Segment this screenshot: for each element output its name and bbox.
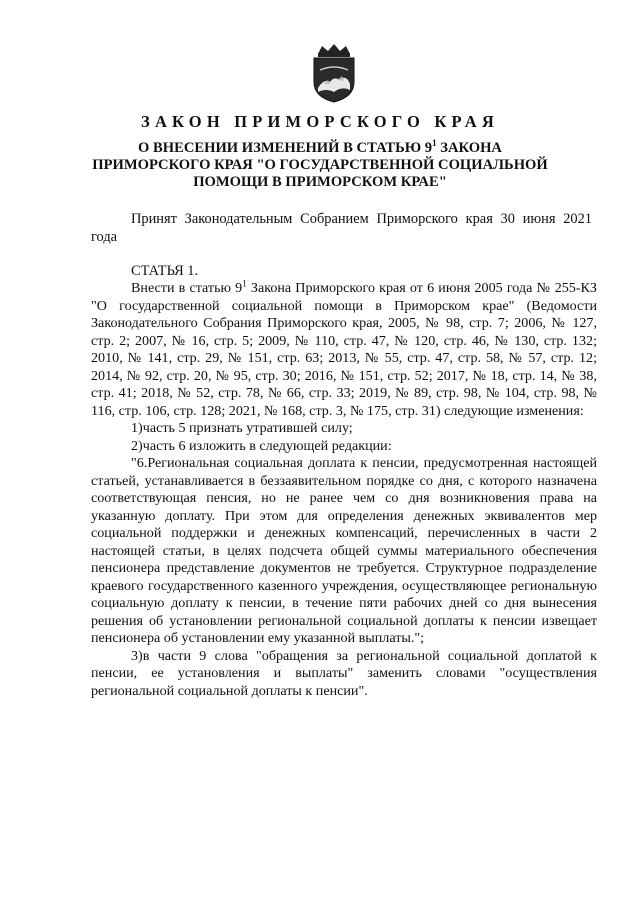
article-body [91,280,597,700]
primorsky-krai-coat-of-arms-icon [304,42,364,104]
subtitle-line-2: ПРИМОРСКОГО КРАЯ "О ГОСУДАРСТВЕННОЙ СОЦИАЛЬНОЙ [92,157,548,173]
amendment-item-2: 2)часть 6 изложить в следующей редакции: [131,437,392,454]
adoption-statement: Принят Законодательным Собранием Приморского края 30 июня 2021 года [91,211,592,245]
law-title: ЗАКОН ПРИМОРСКОГО КРАЯ [141,112,499,131]
amendment-item-1: 1)часть 5 признать утратившей силу; [131,420,353,436]
article-intro: Внести в статью $9^1$ Закона Приморского края от 6 июня 2005 года № 255-КЗ "О государственной социальной помощи в Приморском крае" (Ведомости Законодательного Собрания Приморского края, 2005, № 98, стр. 7; 2006, № 127, стр. 2; 2007, № 16, стр. 5; 2009, № 110, стр. 47, № 120, стр. 46, № 130, стр. 132; 2010, № 141, стр. 29, № 151, стр. 63; 2013, № 55, стр. 47, стр. 58, № 57, стр. 12; 2014, № 92, стр. 20, № 95, стр. 30; 2016, № 151, стр. 52; 2017, № 18, стр. 14, № 38, стр. 41; 2018, № 52, стр. 78, № 66, стр. 33; 2019, № 89, стр. 98, № 104, стр. 98, № 116, стр. 106, стр. 128; 2021, № 168, стр. 3, № 175, стр. 31) следующие изменения: [91,278,597,419]
law-subtitle [60,140,580,191]
subtitle-line-3: ПОМОЩИ В ПРИМОРСКОМ КРАЕ" [193,174,447,190]
amendment-quote: "6.Региональная социальная доплата к пенсии, предусмотренная настоящей статьей, устанавливается в беззаявительном порядке со дня, с которого назначена соответствующая пенсия, но не ранее чем со дня возникновения права на указанную доплату. При этом для определения денежных эквивалентов мер социальной поддержки и денежных компенсаций, перечисленных в части 2 настоящей статьи, в целях подсчета общей суммы материального обеспечения пенсионера представление документов не требуется. Структурное подразделение краевого государственного казенного учреждения, осуществляющее региональную социальную доплату к пенсии, в течение пяти рабочих дней со дня вынесения решения об установлении региональной социальной доплаты к пенсии извещает пенсионера об установлении ему указанной выплаты."; [91,455,597,646]
amendment-item-3: 3)в части 9 слова "обращения за региональной социальной доплатой к пенсии, ее установления и выплаты" заменить словами "осуществления региональной социальной доплаты к пенсии". [91,647,597,699]
subtitle-line-1: О ВНЕСЕНИИ ИЗМЕНЕНИЙ В СТАТЬЮ $9^1$ ЗАКОНА [138,138,502,156]
article-heading: СТАТЬЯ 1. [131,263,199,279]
